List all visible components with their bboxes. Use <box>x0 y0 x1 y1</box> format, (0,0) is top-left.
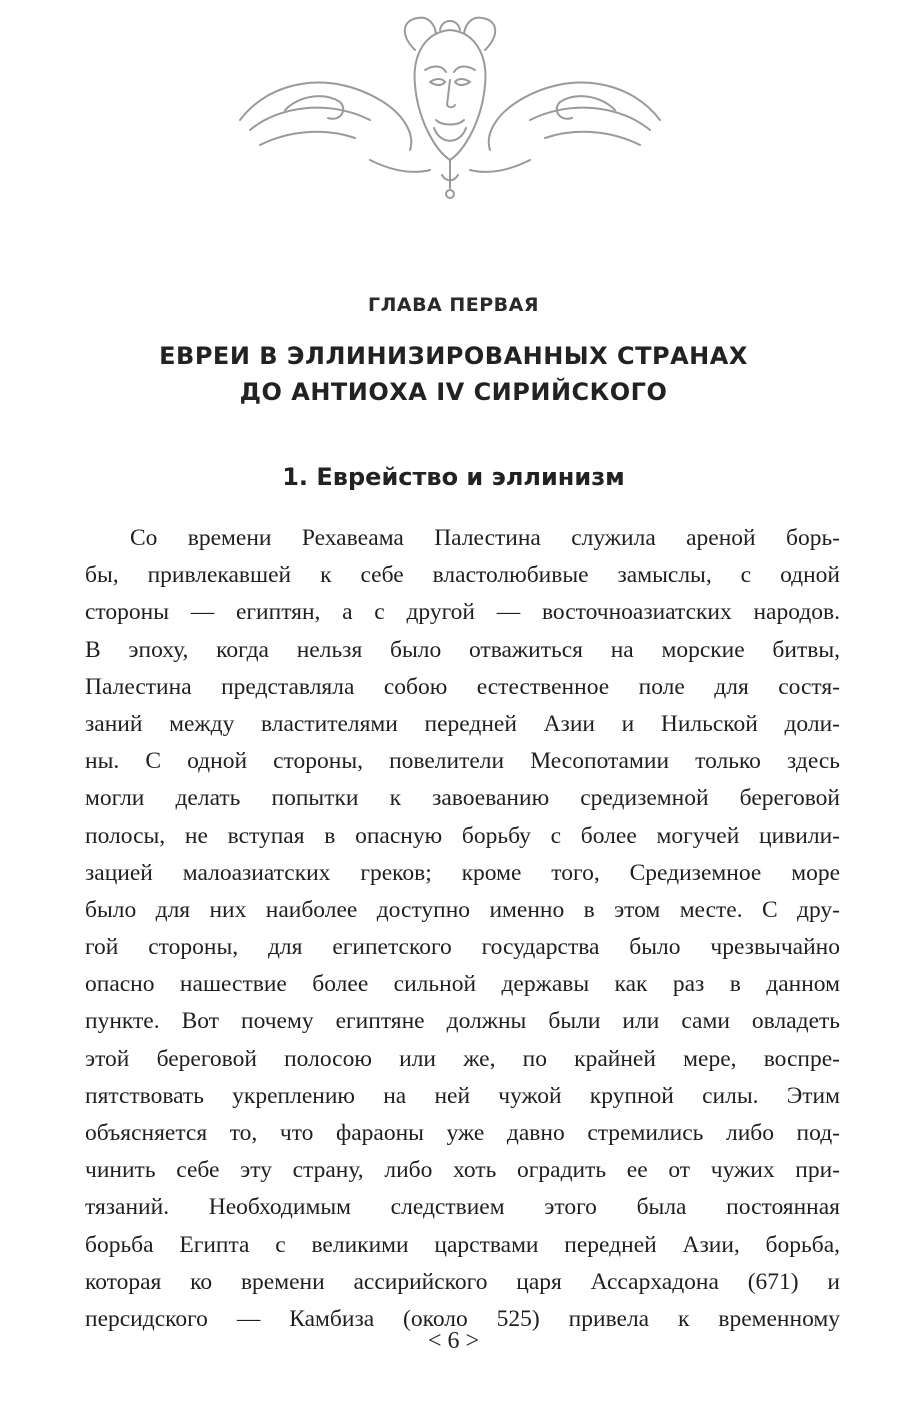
section-title: 1. Еврейство и эллинизм <box>282 463 625 491</box>
text-line: опасно нашествие более сильной державы как раз в данном <box>85 971 840 998</box>
text-line: заний между властителями передней Азии и Нильской доли- <box>85 710 840 737</box>
page-number: < 6 > <box>427 1328 480 1354</box>
text-line: пятствовать укреплению на ней чужой крупной силы. Этим <box>85 1082 840 1109</box>
text-line: этой береговой полосою или же, по крайней мере, воспре- <box>85 1045 840 1072</box>
baroque-mask-ornament-icon <box>230 10 670 210</box>
text-line: борьба Египта с великими царствами передней Азии, борьба, <box>85 1231 840 1258</box>
text-line: пункте. Вот почему египтяне должны были или сами овладеть <box>85 1008 840 1035</box>
text-line: зацией малоазиатских греков; кроме того, Средиземное море <box>85 859 840 886</box>
text-line: объясняется то, что фараоны уже давно стремились либо под- <box>85 1120 840 1146</box>
body-text <box>85 520 840 1338</box>
text-line: чинить себе эту страну, либо хоть оградить ее от чужих при- <box>85 1157 840 1184</box>
text-line: бы, привлекавшей к себе властолюбивые замыслы, с одной <box>85 562 840 589</box>
text-line: Со времени Рехавеама Палестина служила ареной борь- <box>130 525 840 551</box>
text-line: могли делать попытки к завоеванию средиземной береговой <box>85 785 840 812</box>
text-line: ны. С одной стороны, повелители Месопотамии только здесь <box>85 748 840 775</box>
text-line: гой стороны, для египетского государства было чрезвычайно <box>85 934 840 961</box>
text-line: Палестина представляла собою естественное поле для состя- <box>85 673 840 700</box>
text-line: тязаний. Необходимым следствием этого была постоянная <box>85 1194 840 1221</box>
text-line: было для них наиболее доступно именно в этом месте. С дру- <box>85 896 840 923</box>
text-line: стороны — египтян, а с другой — восточноазиатских народов. <box>85 599 840 626</box>
chapter-title-line: ДО АНТИОХА IV СИРИЙСКОГО <box>239 378 668 406</box>
text-line: персидского — Камбиза (около 525) привела к временному <box>85 1305 840 1332</box>
chapter-label: ГЛАВА ПЕРВАЯ <box>367 294 540 316</box>
chapter-title-line: ЕВРЕИ В ЭЛЛИНИЗИРОВАННЫХ СТРАНАХ <box>159 342 748 370</box>
chapter-title <box>0 338 907 410</box>
text-line: которая ко времени ассирийского царя Ассархадона (671) и <box>85 1268 840 1295</box>
text-line: В эпоху, когда нельзя было отважиться на морские битвы, <box>85 636 840 663</box>
text-line: полосы, не вступая в опасную борьбу с более могучей цивили- <box>85 822 840 849</box>
